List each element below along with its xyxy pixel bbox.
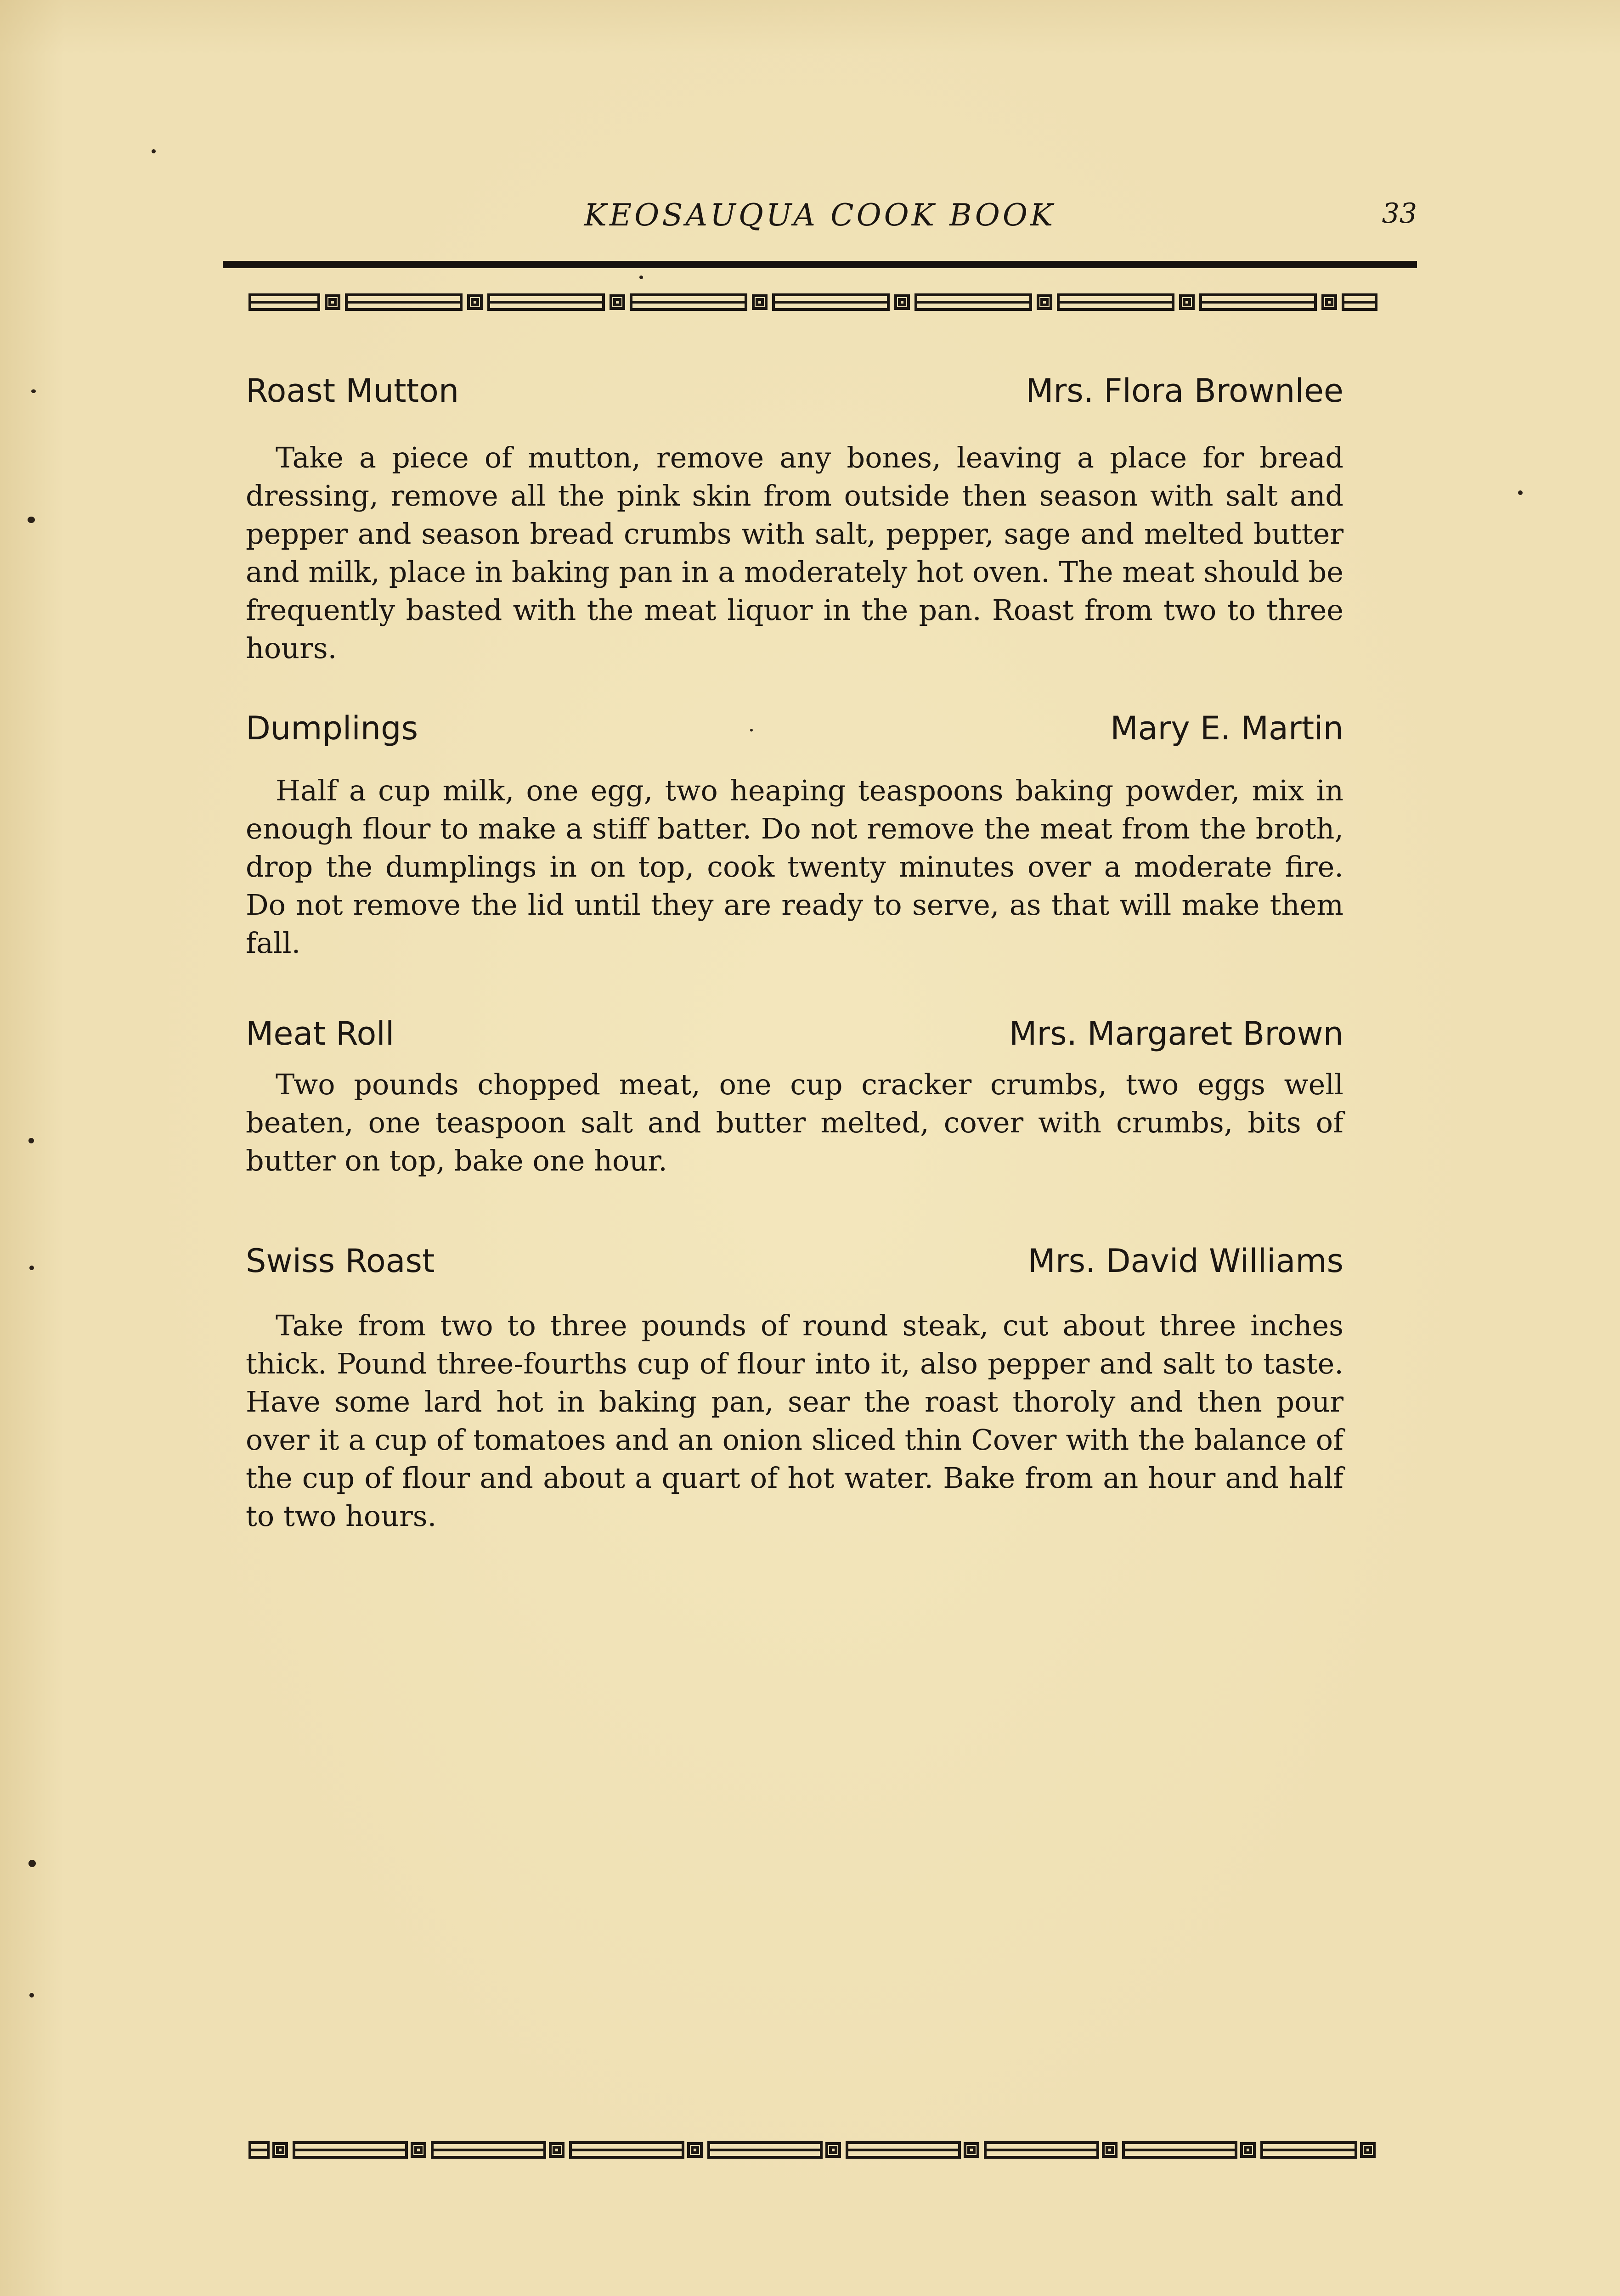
recipe-title: Roast Mutton (246, 372, 459, 410)
recipe-author: Mrs. David Williams (1027, 1242, 1343, 1280)
paper-speck (152, 149, 156, 153)
recipe-title: Swiss Roast (246, 1242, 435, 1280)
recipe-heading (246, 1015, 1343, 1065)
running-head-title: KEOSAUQUA COOK BOOK (584, 197, 1056, 233)
paper-speck (29, 1993, 34, 1998)
recipe-title: Meat Roll (246, 1015, 395, 1052)
paper-speck (1518, 490, 1523, 495)
ornamental-border-bottom (248, 2140, 1378, 2160)
recipe-swiss-roast (246, 1242, 1343, 1535)
recipe-author: Mrs. Flora Brownlee (1026, 372, 1343, 410)
paper-speck (28, 517, 35, 523)
paper-speck (639, 276, 643, 279)
recipe-heading (246, 709, 1343, 760)
recipe-text: Half a cup milk, one egg, two heaping teaspoons baking powder, mix in enough flour to make a stiff batter. Do not remove the meat from the broth, drop the dumplings in on top, cook twenty minutes over a moderate fire. Do not remove the lid until they are ready to serve, as that will make them fall. (246, 774, 1343, 960)
page-number: 33 (1382, 197, 1417, 230)
recipe-text: Two pounds chopped meat, one cup cracker crumbs, two eggs well beaten, one teaspoon salt and butter melted, cover with crumbs, bits of butter on top, bake one hour. (246, 1068, 1343, 1177)
recipe-roast-mutton (246, 372, 1343, 667)
paper-speck (31, 389, 36, 393)
paper-speck (29, 1266, 34, 1270)
recipe-author: Mrs. Margaret Brown (1009, 1015, 1343, 1052)
recipe-author: Mary E. Martin (1110, 709, 1343, 747)
recipe-text: Take from two to three pounds of round steak, cut about three inches thick. Pound three-fourths cup of flour into it, also pepper and salt to taste. Have some lard hot in baking pan, sear the roast thoroly and then pour over it a cup of tomatoes and an onion sliced thin Cover with the balance of the cup of flour and about a quart of hot water. Bake from an hour and half to two hours. (246, 1309, 1343, 1533)
recipe-text: Take a piece of mutton, remove any bones, leaving a place for bread dressing, remove all the pink skin from outside then season with salt and pepper and season bread crumbs with salt, pepper, sage and melted butter and milk, place in baking pan in a moderately hot oven. The meat should be frequently basted with the meat liquor in the pan. Roast from two to three hours. (246, 441, 1343, 665)
recipe-title: Dumplings (246, 709, 418, 747)
paper-speck (28, 1138, 34, 1143)
recipe-dumplings (246, 709, 1343, 962)
recipe-meat-roll (246, 1015, 1343, 1180)
ornamental-border-top (248, 292, 1378, 312)
paper-speck (28, 1860, 36, 1867)
recipe-heading (246, 1242, 1343, 1293)
header-rule (223, 261, 1417, 268)
recipe-heading (246, 372, 1343, 422)
running-head (223, 197, 1417, 239)
